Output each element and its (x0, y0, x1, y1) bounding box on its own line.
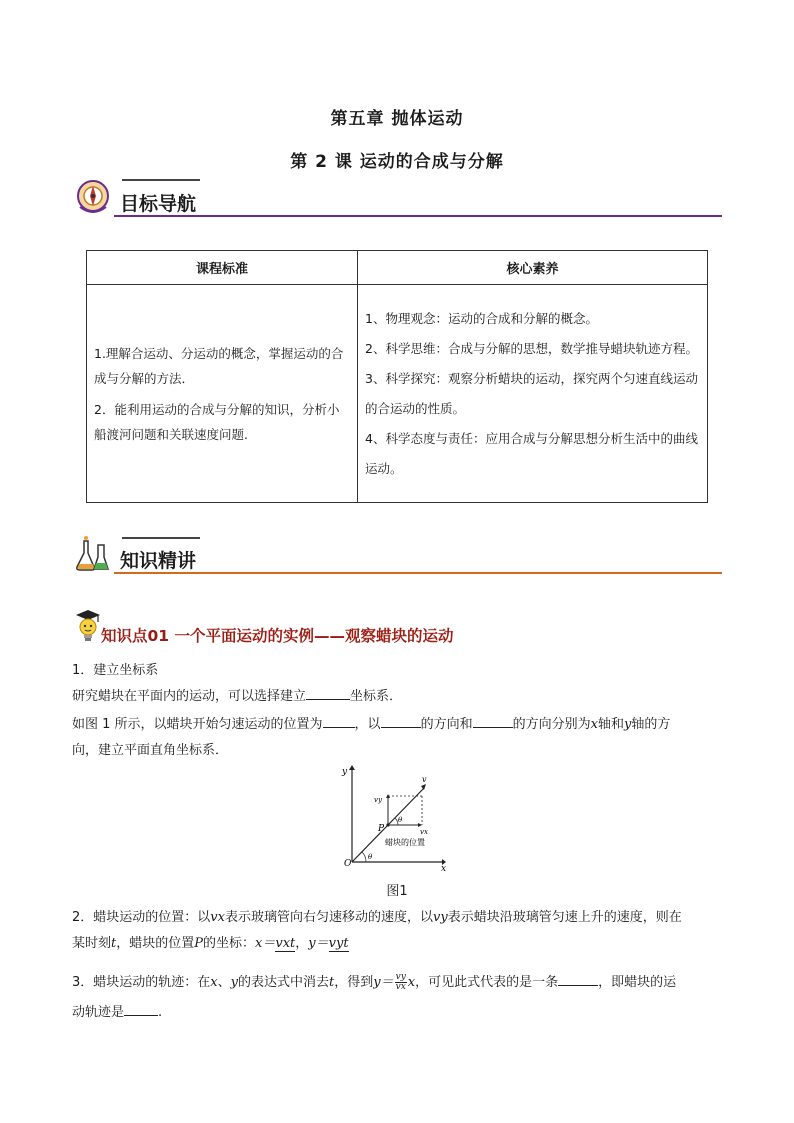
table-header-literacy: 核心素养 (358, 251, 708, 285)
table-header-standards: 课程标准 (87, 251, 358, 285)
theta-origin-label: θ (368, 853, 373, 861)
vx-label: vx (420, 828, 428, 836)
fraction-vy-over-vx: $\frac{vy}{vx}$ (395, 972, 406, 992)
blank (558, 971, 598, 986)
knowledge-point-title: 知识点01 一个平面运动的实例——观察蜡块的运动 (101, 627, 454, 645)
y-axis-label: y (342, 767, 348, 777)
v-label: v (422, 775, 427, 784)
knowledge-section-header (74, 535, 724, 575)
figure-1-diagram (338, 762, 448, 872)
chapter-title: 第五章 抛体运动 (330, 109, 464, 129)
blank (306, 685, 350, 700)
literacy-item: 1、物理观念：运动的合成和分解的概念。 (365, 310, 598, 326)
knowledge-section-title: 知识精讲 (120, 550, 197, 572)
theta-p-label: θ (398, 816, 403, 824)
blank (124, 1001, 158, 1016)
section1-line3: 向，建立平面直角坐标系． (72, 743, 229, 758)
wax-position-label: 蜡块的位置 (385, 838, 425, 847)
standard-item: 2．能利用运动的合成与分解的知识，分析小船渡河问题和关联速度问题. (94, 401, 340, 442)
blank (473, 713, 513, 728)
x-axis-label: x (441, 864, 447, 872)
literacy-item: 4、科学态度与责任：应用合成与分解思想分析生活中的曲线运动。 (365, 430, 698, 476)
literacy-item: 3、科学探究：观察分析蜡块的运动，探究两个匀速直线运动的合运动的性质。 (365, 370, 698, 416)
point-p-label: P (378, 824, 385, 834)
knowledge-point-header (74, 608, 574, 648)
section1-heading: 1．建立坐标系 (72, 663, 159, 678)
standards-cell (87, 285, 358, 503)
lesson-title: 第 2 课 运动的合成与分解 (290, 152, 504, 172)
section1-line2: 如图 1 所示，以蜡块开始匀速运动的位置为 ，以 的方向和 的方向分别为x轴和y轴的方 (72, 712, 724, 737)
graduate-bulb-icon (74, 608, 102, 644)
vy-label: vy (374, 796, 382, 804)
origin-label: O (344, 859, 352, 869)
flask-icon (74, 535, 112, 573)
goals-section-header (74, 177, 724, 217)
literacy-item: 2、科学思维：合成与分解的思想，数学推导蜡块轨迹方程。 (365, 340, 698, 356)
goals-section-title: 目标导航 (120, 193, 197, 215)
section2-line1: 2．蜡块运动的位置：以vx表示玻璃管向右匀速移动的速度，以vy表示蜡块沿玻璃管匀速上升的速度，则在 (72, 910, 682, 925)
blank (381, 713, 421, 728)
compass-icon (74, 177, 112, 215)
blank (323, 713, 355, 728)
section3-line2: 动轨迹是 . (72, 1000, 724, 1025)
literacy-cell (358, 285, 708, 503)
section3-line1: 3．蜡块运动的轨迹：在x、y的表达式中消去t，得到y＝ $\frac{vy}{vx}$ x，可见此式代表的是一条 ，即蜡块的运 (72, 972, 677, 992)
standards-table (86, 250, 708, 503)
standard-item: 1.理解合运动、分运动的概念，掌握运动的合成与分解的方法． (94, 345, 344, 386)
figure-1-caption: 图1 (386, 884, 408, 899)
section1-line1: 研究蜡块在平面内的运动，可以选择建立 坐标系． (72, 684, 724, 709)
section2-line2: 某时刻t，蜡块的位置P的坐标：x＝vxt，y＝vyt (72, 936, 349, 951)
